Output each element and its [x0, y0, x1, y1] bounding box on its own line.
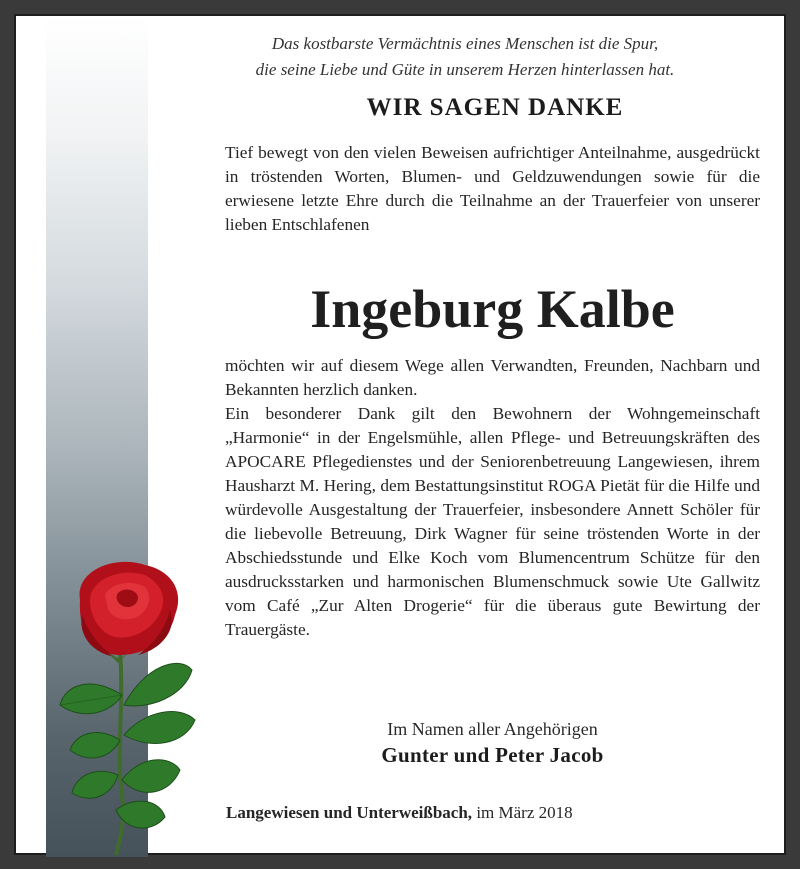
place: Langewiesen und Unterweißbach,	[226, 803, 473, 822]
thanks-paragraph-1: möchten wir auf diesem Wege allen Verwandten, Freunden, Nachbarn und Bekannten herzlich danken.	[225, 356, 760, 399]
motto-line-1: Das kostbarste Vermächtnis eines Menschen ist die Spur,	[271, 34, 659, 53]
rose-icon	[20, 555, 220, 857]
signature-names: Gunter und Peter Jacob	[381, 743, 604, 767]
thanks-paragraph-2: Ein besonderer Dank gilt den Bewohnern der Wohngemeinschaft „Harmonie“ in der Engelsmühle, allen Pflege- und Betreuungskräften des APOCARE Pflegedienstes und der Seniorenbetreuung Langewiesen, ihrem Hausharzt M. Hering, dem Bestattungsinstitut ROGA Pietät für die Hilfe und würdevolle Ausgestaltung der Trauerfeier, insbesondere Annett Schöler für die liebevolle Betreuung, Dirk Wagner für seine tröstenden Worte in der Abschiedsstunde und Elke Koch vom Blumencentrum Schütze für den ausdrucksstarken und harmonischen Blumenschmuck sowie Ute Gallwitz vom Café „Zur Alten Drogerie“ für die überaus gute Bewirtung der Trauergäste.	[225, 404, 760, 639]
place-date	[226, 803, 573, 823]
notice-heading: WIR SAGEN DANKE	[366, 94, 624, 121]
intro-paragraph: Tief bewegt von den vielen Beweisen aufrichtiger Anteilnahme, ausgedrückt in tröstenden Worten, Blumen- und Geldzuwendungen sowie für die erwiesene letzte Ehre durch die Teilnahme an der Trauerfeier von unserer lieben Entschlafenen	[225, 143, 760, 234]
thanks-paragraphs	[225, 354, 760, 642]
motto-line-2: die seine Liebe und Güte in unserem Herzen hinterlassen hat.	[255, 60, 675, 79]
signature-intro: Im Namen aller Angehörigen	[387, 719, 598, 739]
deceased-name: Ingeburg Kalbe	[310, 279, 675, 339]
date: im März 2018	[476, 803, 573, 822]
